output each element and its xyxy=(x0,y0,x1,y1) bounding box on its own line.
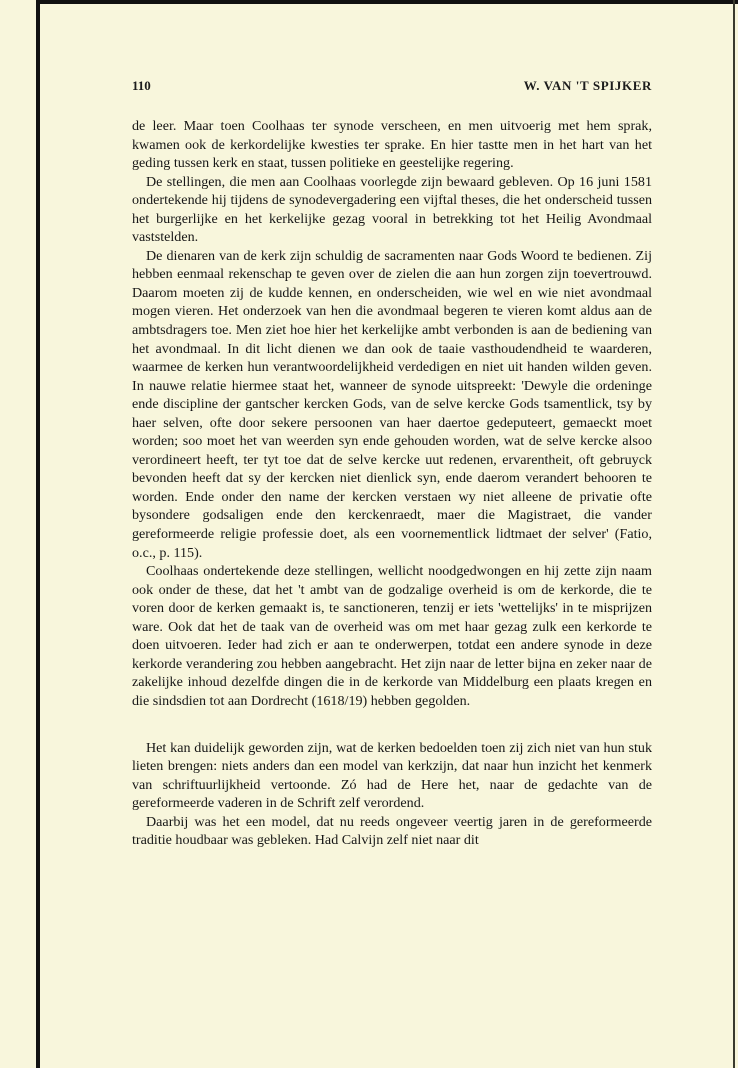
section-break xyxy=(132,711,652,739)
running-head: W. VAN 'T SPIJKER xyxy=(523,78,652,93)
scan-right-edge xyxy=(733,0,735,1068)
paragraph-coolhaas: Coolhaas ondertekende deze stellingen, wellicht noodgedwongen en hij zette zijn naam ook onder de these, dat het 't ambt van de godzalige overheid is om de kerkorde, die te voren door de kerken gemaakt is, te sanctioneren, tenzij er iets 'wettelijks' in te misprijzen ware. Ook dat het de taak van de overheid was om met haar gezag zulk een kerkorde te doen uitvoeren. Ieder had zich er aan te onderwerpen, totdat een andere synode in deze kerkorde verandering zou hebben aangebracht. Het zijn naar de letter bijna en zeker naar de zakelijke inhoud dezelfde dingen die in de kerkorde van Middelburg een plaats kregen en die sindsdien tot aan Dordrecht (1618/19) hebben gegolden. xyxy=(132,563,652,709)
paragraph-continuation: de leer. Maar toen Coolhaas ter synode verscheen, en men uitvoerig met hem sprak, kwamen ook de kerkordelijke kwesties ter sprake. En hier tastte men in het hart van het geding tussen kerk en staat, tussen politieke en geestelijke regering. xyxy=(132,118,652,172)
page-number: 110 xyxy=(132,78,151,93)
paragraph-model: Het kan duidelijk geworden zijn, wat de kerken bedoelden toen zij zich niet van hun stuk lieten brengen: niets anders dan een model van kerkzijn, dat naar hun inzicht het kenmerk van schriftuurlijkheid vertoonde. Zó had de Here het, naar de gedachte van de gereformeerde vaderen in de Schrift zelf verordend. xyxy=(132,739,652,812)
paragraph-traditie: Daarbij was het een model, dat nu reeds ongeveer veertig jaren in de gereformeerde traditie houdbaar was gebleken. Had Calvijn zelf niet naar dit xyxy=(132,813,652,849)
paragraph-dienaren: De dienaren van de kerk zijn schuldig de sacramenten naar Gods Woord te bedienen. Zij hebben eenmaal rekenschap te geven over de zielen die aan hun zorgen zijn toevertrouwd. Daarom moeten zij de kudde kennen, en onderscheiden, wie wel en wie niet avondmaal mogen vieren. Het onderzoek van hen die avondmaal begeren te vieren komt aldus aan de ambtsdragers toe. Men ziet hoe hier het kerkelijke ambt verbonden is aan de bediening van het avondmaal. In dit licht dienen we dan ook de taaie vasthoudendheid te waarderen, waarmee de kerken hun verantwoordelijkheid verdedigen en niet uit handen wilden geven. In nauwe relatie hiermee staat het, wanneer de synode uitspreekt: 'Dewyle die ordeninge ende discipline der gantscher kercken Gods, van de selve kercke Gods tsamentlick, tsy by haer selven, ofte door sekere persoonen van haer daertoe gedeputeert, gemaeckt moet worden; soo moet het van weerden syn ende gehouden worden, wat de selve kercke alsoo verordineert heeft, ter tyt toe dat de selve kercke uut redenen, ervarentheit, oft gebruyck bevonden heeft dat sy der kercken niet dienlick syn, ende daerom verandert behooren te worden. Ende onder den name der kercken verstaen wy niet alleene de privatie ofte bysondere godsaligen ende den kerckenraedt, maer die Magistraet, die vander gereformeerde religie professie doet, als een voornementlick lidtmaet der selver' (Fatio, o.c., p. 115). xyxy=(132,247,652,561)
body-text xyxy=(132,117,652,850)
paragraph-stellingen: De stellingen, die men aan Coolhaas voorlegde zijn bewaard gebleven. Op 16 juni 1581 ondertekende hij tijdens de synodevergadering een vijftal theses, die het onderscheid tussen het burgerlijke en het kerkelijke gezag vooral in betrekking tot het Heilig Avondmaal vaststelden. xyxy=(132,173,652,246)
page-header xyxy=(132,78,652,98)
scan-left-edge xyxy=(36,0,40,1068)
scan-top-edge xyxy=(36,0,738,4)
